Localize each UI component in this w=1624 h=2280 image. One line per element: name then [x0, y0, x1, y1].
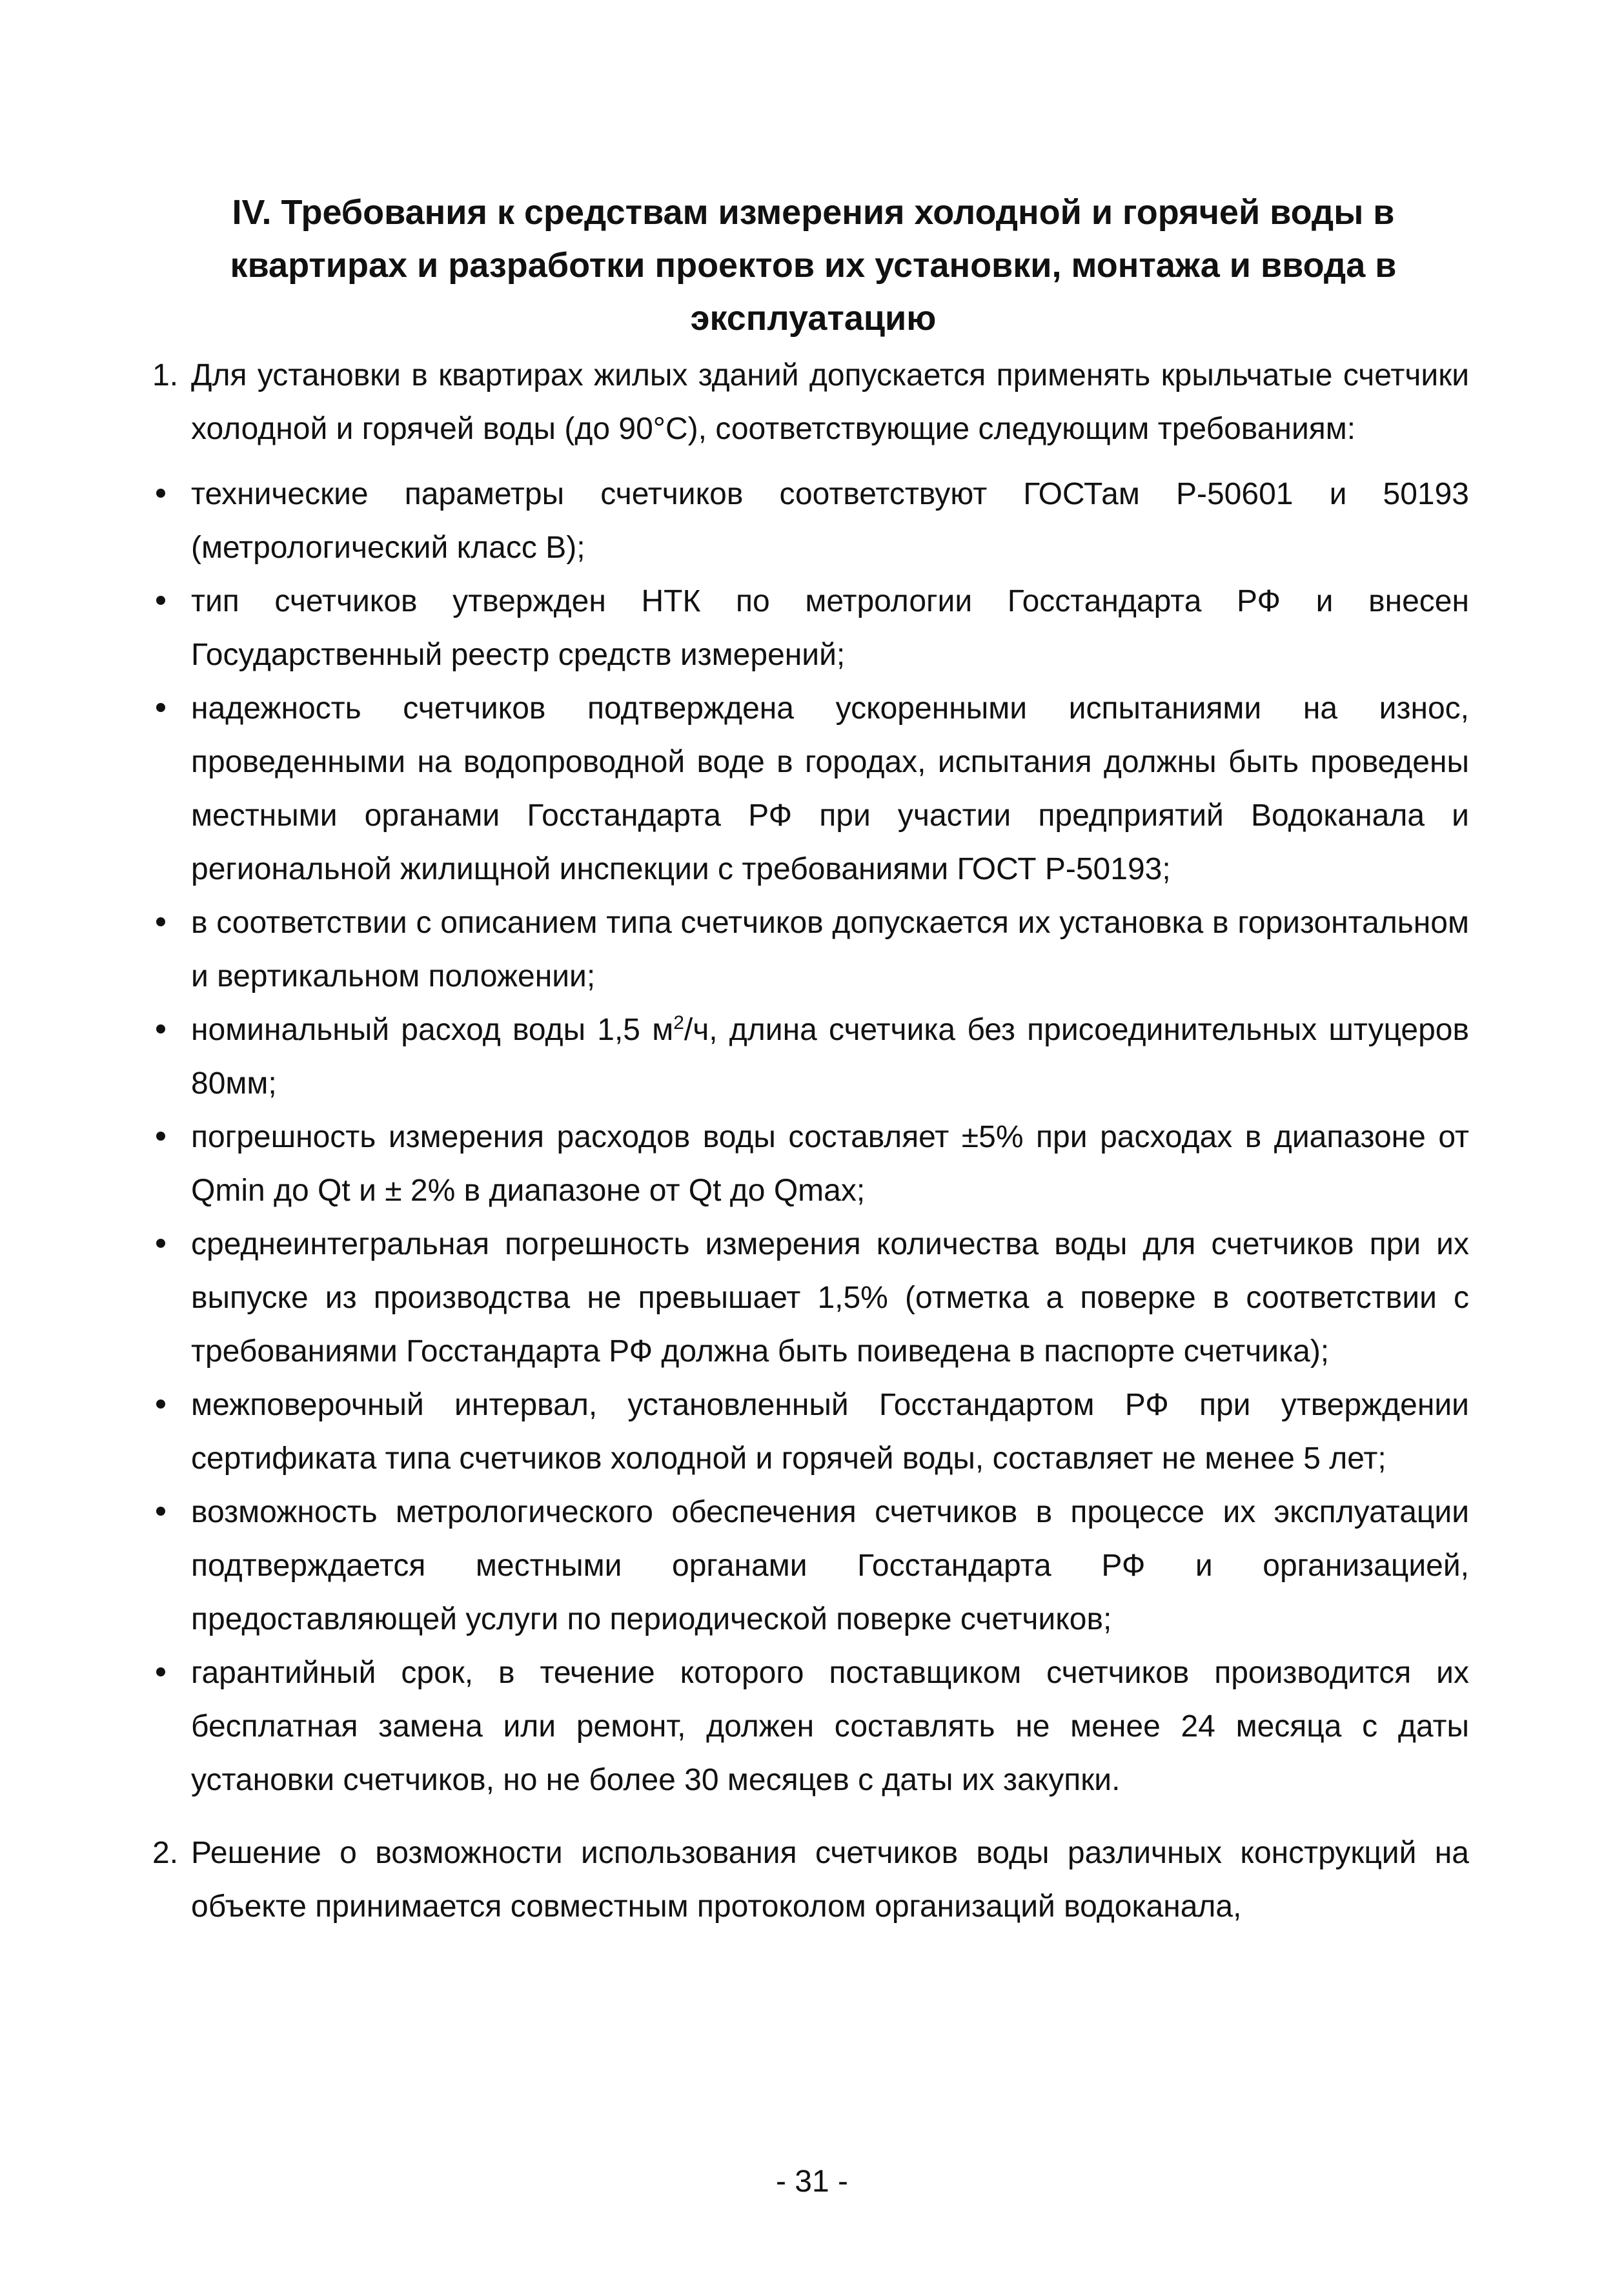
list-item — [152, 1110, 1469, 1217]
list-item — [152, 1217, 1469, 1378]
bullet-text: технические параметры счетчиков соответствуют ГОСТам Р-50601 и 50193 (метрологический класс В); — [191, 477, 1469, 565]
numbered-item-1 — [152, 349, 1469, 456]
bullet-icon — [156, 1400, 165, 1409]
bullet-text: надежность счетчиков подтверждена ускоренными испытаниями на износ, проведенными на водопроводной воде в городах, испытания должны быть проведены местными органами Госстандарта РФ при участии предприятий Водоканала и региональной жилищной инспекции с требованиями ГОСТ Р-50193; — [191, 691, 1469, 886]
list-item — [152, 1646, 1469, 1807]
bullet-text: возможность метрологического обеспечения счетчиков в процессе их эксплуатации подтверждается местными органами Госстандарта РФ и организацией, предоставляющей услуги по периодической поверке счетчиков; — [191, 1495, 1469, 1636]
bullet-icon — [156, 703, 165, 712]
list-item — [152, 467, 1469, 575]
item-text: Для установки в квартирах жилых зданий допускается применять крыльчатые счетчики холодной и горячей воды (до 90°С), соответствующие следующим требованиям: — [191, 358, 1469, 446]
page-number: - 31 - — [775, 2164, 849, 2199]
spacer — [152, 1807, 1469, 1826]
bullet-icon — [156, 1132, 165, 1141]
list-item — [152, 1003, 1469, 1110]
bullet-text: гарантийный срок, в течение которого поставщиком счетчиков производится их бесплатная замена или ремонт, должен составлять не менее 24 месяца с даты установки счетчиков, но не более 30 месяцев с даты их закупки. — [191, 1656, 1469, 1797]
numbered-item-2 — [152, 1826, 1469, 1933]
list-item — [152, 1485, 1469, 1646]
bullet-icon — [156, 917, 165, 926]
bullet-icon — [156, 596, 165, 605]
list-item — [152, 575, 1469, 682]
bullet-icon — [156, 1024, 165, 1033]
bullet-icon — [156, 1239, 165, 1248]
bullet-icon — [156, 489, 165, 498]
bullet-text: среднеинтегральная погрешность измерения количества воды для счетчиков при их выпуске из производства не превышает 1,5% (отметка а поверке в соответствии с требованиями Госстандарта РФ должна быть поиведена в паспорте счетчика); — [191, 1227, 1469, 1369]
section-content — [152, 349, 1469, 1933]
bullet-text-rest: /ч, длина счетчика без присоединительных штуцеров 80мм; — [191, 1013, 1469, 1101]
list-item — [152, 896, 1469, 1003]
item-text: Решение о возможности использования счетчиков воды различных конструкций на объекте принимается совместным протоколом организаций водоканала, — [191, 1836, 1469, 1924]
item-number: 1. — [152, 358, 179, 392]
bullet-text: межповерочный интервал, установленный Госстандартом РФ при утверждении сертификата типа счетчиков холодной и горячей воды, составляет не менее 5 лет; — [191, 1388, 1469, 1476]
bullet-icon — [156, 1507, 165, 1516]
bullet-text: тип счетчиков утвержден НТК по метрологии Госстандарта РФ и внесен Государственный реестр средств измерений; — [191, 584, 1469, 672]
superscript: 2 — [673, 1012, 684, 1033]
bullet-text: погрешность измерения расходов воды составляет ±5% при расходах в диапазоне от Qmin до Qt и ± 2% в диапазоне от Qt до Qmax; — [191, 1120, 1469, 1208]
list-item — [152, 1378, 1469, 1485]
bullet-text: номинальный расход воды 1,5 м — [191, 1013, 674, 1047]
bullet-icon — [156, 1667, 165, 1676]
section-heading: IV. Требования к средствам измерения холодной и горячей воды в квартирах и разработки проектов их установки, монтажа и ввода в эксплуатацию — [230, 193, 1397, 338]
bullet-text: в соответствии с описанием типа счетчиков допускается их установка в горизонтальном и вертикальном положении; — [191, 906, 1469, 993]
item-number: 2. — [152, 1836, 179, 1870]
list-item — [152, 682, 1469, 896]
requirements-list — [152, 467, 1469, 1807]
